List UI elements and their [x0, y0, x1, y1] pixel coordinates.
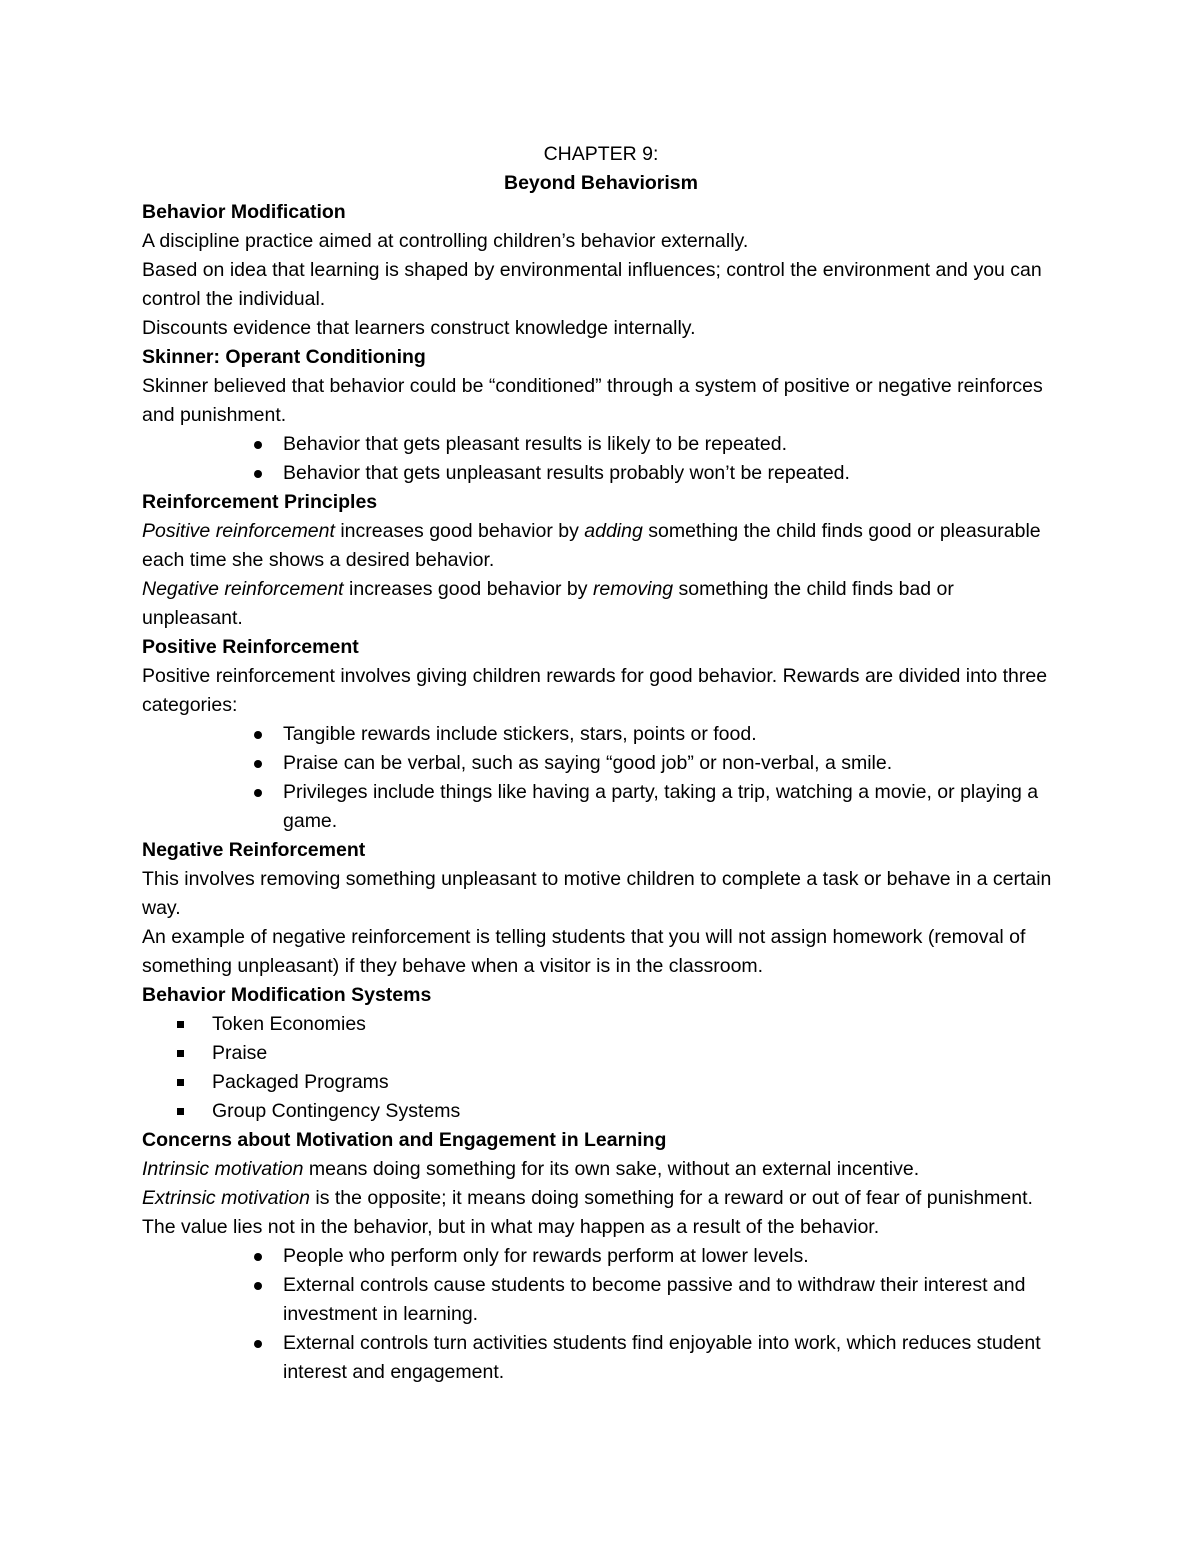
paragraph: This involves removing something unpleasant to motive children to complete a task or behave in a certain way. [142, 868, 1052, 919]
paragraph: Based on idea that learning is shaped by environmental influences; control the environment and you can control the individual. [142, 259, 1042, 310]
term: Positive reinforcement [142, 520, 335, 542]
heading-behavior-modification-systems: Behavior Modification Systems [142, 984, 432, 1006]
paragraph-intrinsic [142, 1155, 1060, 1184]
paragraph: A discipline practice aimed at controlling children’s behavior externally. [142, 230, 749, 252]
chapter-subtitle: Beyond Behaviorism [504, 172, 698, 194]
term: Negative reinforcement [142, 578, 344, 600]
term: Intrinsic motivation [142, 1158, 304, 1180]
heading-skinner: Skinner: Operant Conditioning [142, 346, 426, 368]
heading-behavior-modification: Behavior Modification [142, 201, 346, 223]
list-item: Behavior that gets pleasant results is likely to be repeated. [142, 430, 1060, 459]
term: Extrinsic motivation [142, 1187, 310, 1209]
list-item: Token Economies [142, 1010, 1060, 1039]
heading-positive-reinforcement: Positive Reinforcement [142, 636, 359, 658]
list-item: Praise can be verbal, such as saying “good job” or non-verbal, a smile. [142, 749, 1060, 778]
list-item: Packaged Programs [142, 1068, 1060, 1097]
chapter-title: CHAPTER 9: [543, 143, 659, 165]
paragraph-negative-reinforcement [142, 575, 1060, 633]
list-item: Group Contingency Systems [142, 1097, 1060, 1126]
list-item: External controls cause students to become passive and to withdraw their interest and investment in learning. [142, 1271, 1060, 1329]
heading-reinforcement-principles: Reinforcement Principles [142, 491, 378, 513]
bullet-list [142, 430, 1060, 488]
paragraph: An example of negative reinforcement is telling students that you will not assign homework (removal of something unpleasant) if they behave when a visitor is in the classroom. [142, 926, 1026, 977]
list-item: People who perform only for rewards perform at lower levels. [142, 1242, 1060, 1271]
text: increases good behavior by [334, 520, 585, 542]
bullet-list [142, 720, 1060, 836]
square-bullet-list [142, 1010, 1060, 1126]
text: is the opposite; it means doing something for a reward or out of fear of punishment. The value lies not in the behavior, but in what may happen as a result of the behavior. [142, 1187, 1033, 1238]
paragraph: Skinner believed that behavior could be “conditioned” through a system of positive or negative reinforces and punishment. [142, 375, 1043, 426]
text: something the child finds bad or unpleasant. [142, 578, 954, 629]
bullet-list [142, 1242, 1060, 1387]
paragraph-extrinsic [142, 1184, 1060, 1242]
list-item: External controls turn activities students find enjoyable into work, which reduces student interest and engagement. [142, 1329, 1060, 1387]
paragraph: Discounts evidence that learners construct knowledge internally. [142, 317, 696, 339]
list-item: Tangible rewards include stickers, stars, points or food. [142, 720, 1060, 749]
text: something the child finds good or pleasurable each time she shows a desired behavior. [142, 520, 1041, 571]
paragraph-positive-reinforcement [142, 517, 1060, 575]
list-item: Praise [142, 1039, 1060, 1068]
term: adding [584, 520, 643, 542]
heading-negative-reinforcement: Negative Reinforcement [142, 839, 366, 861]
list-item: Behavior that gets unpleasant results probably won’t be repeated. [142, 459, 1060, 488]
text: increases good behavior by [343, 578, 593, 600]
paragraph: Positive reinforcement involves giving children rewards for good behavior. Rewards are divided into three categories: [142, 665, 1048, 716]
heading-concerns-motivation: Concerns about Motivation and Engagement in Learning [142, 1129, 667, 1151]
text: means doing something for its own sake, without an external incentive. [303, 1158, 920, 1180]
term: removing [592, 578, 674, 600]
list-item: Privileges include things like having a party, taking a trip, watching a movie, or playing a game. [142, 778, 1060, 836]
